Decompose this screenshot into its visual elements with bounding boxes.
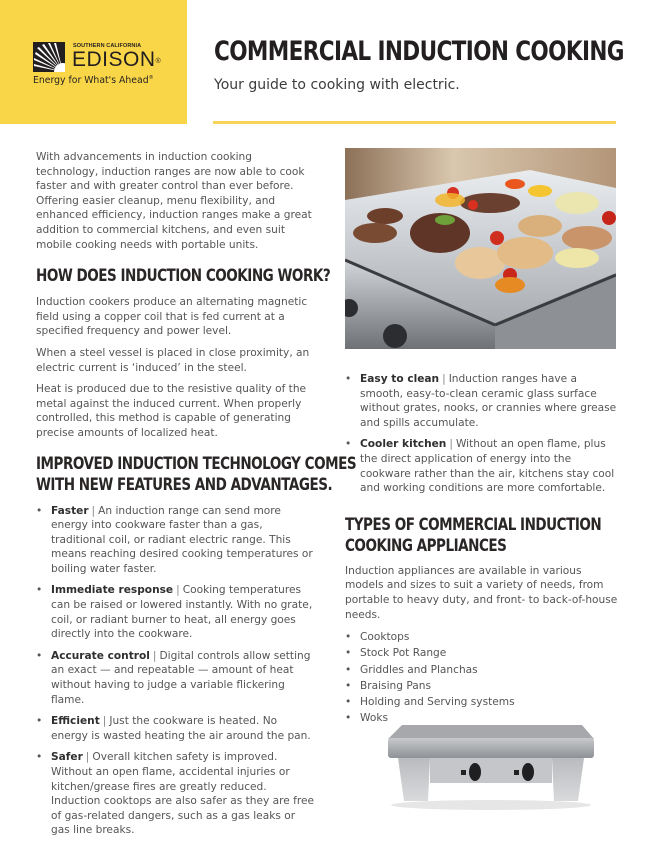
right-column xyxy=(345,372,620,726)
bullet-icon: • xyxy=(345,712,352,725)
left-column xyxy=(36,150,357,845)
bullet-icon: • xyxy=(36,584,43,597)
heading-types-line2: COOKING APPLIANCES xyxy=(345,535,507,555)
brand-block xyxy=(0,0,187,124)
logo-wordmark xyxy=(72,48,161,72)
logo-tagline xyxy=(33,75,154,86)
page-title: COMMERCIAL INDUCTION COOKING xyxy=(214,36,624,67)
logo-name: EDISON xyxy=(72,48,156,71)
heading-types xyxy=(345,514,602,556)
appliance-type-label: Griddles and Planchas xyxy=(360,663,478,676)
bullet-icon: • xyxy=(345,663,352,676)
advantage-term: Easy to clean xyxy=(360,373,440,385)
advantage-term: Accurate control xyxy=(51,649,150,662)
advantage-item xyxy=(36,649,316,707)
appliance-types-list xyxy=(345,629,620,726)
bullet-icon: • xyxy=(36,649,43,662)
heading-types-line1: TYPES OF COMMERCIAL INDUCTION xyxy=(345,514,602,534)
appliance-type-item xyxy=(345,645,620,661)
bullet-icon: • xyxy=(345,373,352,385)
separator: | xyxy=(176,584,180,597)
tagline-text: Energy for What's Ahead xyxy=(33,75,149,87)
bullet-icon: • xyxy=(345,695,352,708)
heading-advantages-line1: IMPROVED INDUCTION TECHNOLOGY COMES xyxy=(36,453,357,473)
registered-mark: ® xyxy=(155,58,162,65)
separator: | xyxy=(152,649,157,662)
advantage-item xyxy=(345,372,620,430)
intro-paragraph: With advancements in induction cooking technology, induction ranges are now able to cook faster and with greater control than ever before. Offering easier cleanup, menu flexibility, and enhanced efficiency, induction ranges make a great addition to commercial kitchens, and even suit mobile cooking needs with portable units. xyxy=(36,151,312,251)
advantage-text: Induction ranges have a smooth, easy-to-clean ceramic glass surface without grates, nooks, or crannies where grease and spills accumulate. xyxy=(360,373,617,429)
advantage-item xyxy=(36,504,316,577)
heading-advantages-line2: WITH NEW FEATURES AND ADVANTAGES. xyxy=(36,474,333,494)
sunburst-logo-icon xyxy=(33,42,65,72)
appliance-type-label: Cooktops xyxy=(360,631,410,644)
appliance-type-item xyxy=(345,678,620,694)
bullet-icon: • xyxy=(36,751,43,764)
advantage-item xyxy=(36,583,316,641)
advantage-text: Digital controls allow setting an exact — and repeatable — amount of heat without having to judge a variable flickering flame. xyxy=(51,649,311,706)
logo-small-text: SOUTHERN CALIFORNIA xyxy=(73,43,142,49)
griddle-with-food-photo xyxy=(345,148,616,349)
title-divider xyxy=(213,121,616,124)
how-paragraph-1: Induction cookers produce an alternating magnetic field using a copper coil that is fed current at a specified frequency and power level. xyxy=(36,296,308,338)
advantage-term: Faster xyxy=(51,504,89,517)
bullet-icon: • xyxy=(345,679,352,692)
separator: | xyxy=(102,715,107,728)
advantage-item xyxy=(345,437,620,495)
advantage-text: Cooking temperatures can be raised or lowered instantly. With no grate, coil, or radiant burner to heat, all energy goes directly into the cookware. xyxy=(51,584,313,641)
bullet-icon: • xyxy=(36,715,43,728)
advantages-list-continued xyxy=(345,372,620,496)
appliance-type-item xyxy=(345,694,620,710)
bullet-icon: • xyxy=(345,438,352,451)
appliance-type-label: Braising Pans xyxy=(360,679,431,692)
advantage-text: An induction range can send more energy into cookware faster than a gas, traditional coil, or radiant electric range. This means reaching desired cooking temperatures or boiling water faster. xyxy=(51,504,313,575)
how-paragraph-2: When a steel vessel is placed in close proximity, an electric current is ‘induced’ in the steel. xyxy=(36,346,310,374)
separator: | xyxy=(85,751,90,764)
appliance-type-label: Woks xyxy=(360,712,388,725)
advantage-text: Without an open flame, plus the direct application of energy into the cookware rather than the air, kitchens stay cool and working conditions are more comfortable. xyxy=(360,438,615,495)
separator: | xyxy=(91,504,96,517)
heading-how-it-works: HOW DOES INDUCTION COOKING WORK? xyxy=(36,266,331,286)
advantage-text: Overall kitchen safety is improved. Without an open flame, accidental injuries or kitchen/grease fires are greatly reduced. Induction cooktops are also safer as they are free of gas-related dangers, such as a gas leaks or gas line breaks. xyxy=(51,751,315,837)
advantage-item xyxy=(36,750,316,838)
bullet-icon: • xyxy=(36,504,43,517)
tagline-mark: ® xyxy=(148,75,154,81)
appliance-type-label: Holding and Serving systems xyxy=(360,695,515,708)
bullet-icon: • xyxy=(345,647,352,660)
separator: | xyxy=(449,438,453,451)
separator: | xyxy=(442,373,446,385)
heading-advantages xyxy=(36,453,357,495)
advantage-term: Immediate response xyxy=(51,584,174,597)
advantages-list xyxy=(36,504,316,838)
appliance-type-item xyxy=(345,662,620,678)
appliance-type-item xyxy=(345,629,620,645)
advantage-term: Safer xyxy=(51,751,83,764)
appliance-type-label: Stock Pot Range xyxy=(360,647,447,660)
page-subtitle: Your guide to cooking with electric. xyxy=(214,77,460,93)
types-intro: Induction appliances are available in various models and sizes to suit a variety of needs, from portable to heavy duty, and front- to back-of-house needs. xyxy=(345,564,618,621)
how-paragraph-3: Heat is produced due to the resistive quality of the metal against the induced current. When properly controlled, this method is capable of generating precise amounts of localized heat. xyxy=(36,383,307,439)
advantage-item xyxy=(36,714,316,743)
advantage-term: Efficient xyxy=(51,715,100,728)
advantage-term: Cooler kitchen xyxy=(360,438,447,451)
advantage-text: Just the cookware is heated. No energy is wasted heating the air around the pan. xyxy=(51,715,311,742)
countertop-induction-unit-photo xyxy=(382,717,600,812)
bullet-icon: • xyxy=(345,631,352,644)
